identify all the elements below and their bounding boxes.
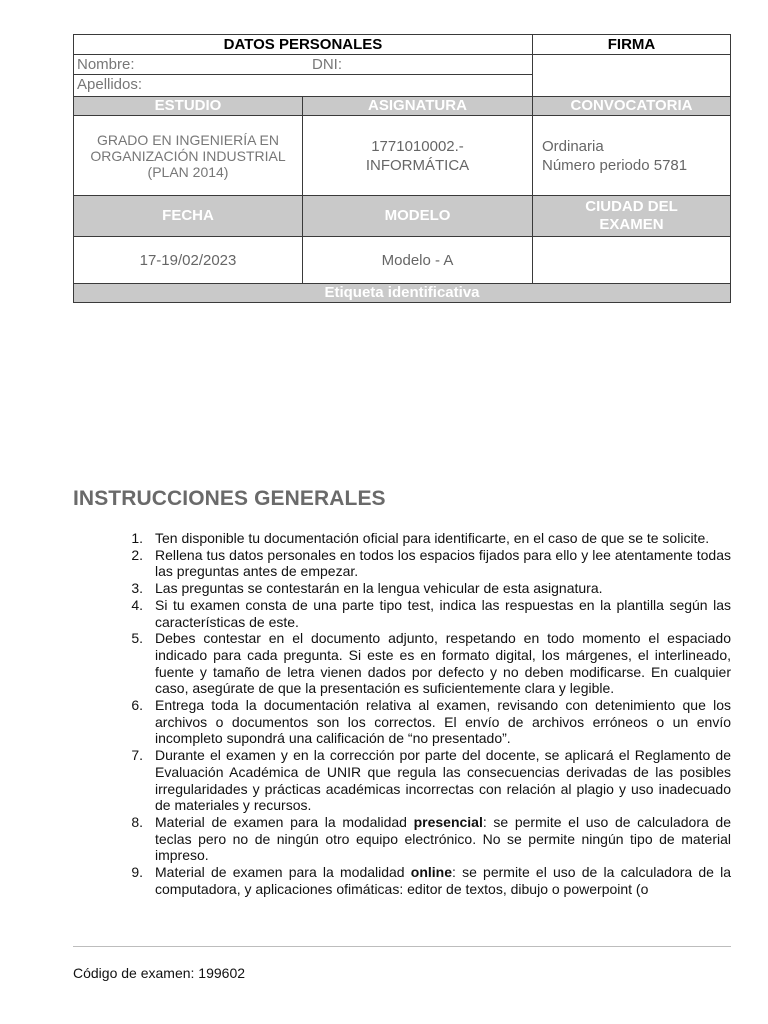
exam-code: Código de examen: 199602: [73, 965, 246, 981]
convocatoria-period: Número periodo 5781: [542, 156, 688, 174]
nombre-line[interactable]: [74, 55, 532, 75]
dni-label: DNI:: [312, 56, 342, 73]
item-text: [143, 814, 731, 864]
firma-heading: FIRMA: [532, 34, 731, 55]
footer-separator: [73, 946, 731, 947]
item-text: Si tu examen consta de una parte tipo test, indica las respuestas en la plantilla según las características de este.: [155, 596, 731, 630]
personal-data-cell: [73, 54, 533, 97]
item-number: 2.: [131, 546, 143, 563]
item-number: 3.: [131, 580, 143, 597]
asignatura-name: INFORMÁTICA: [365, 156, 470, 174]
instructions-list: [73, 530, 731, 897]
asignatura-value: [302, 115, 533, 196]
list-item: [73, 864, 731, 897]
item-number: 5.: [131, 630, 143, 647]
item-text: Ten disponible tu documentación oficial para identificarte, en el caso de que se te solicite.: [155, 530, 710, 546]
list-item: [73, 697, 731, 747]
exam-values-row: [73, 237, 731, 284]
list-item: [73, 814, 731, 864]
item-number: 1.: [131, 530, 143, 546]
modelo-heading: MODELO: [302, 195, 533, 237]
datos-personales-heading: DATOS PERSONALES: [73, 34, 533, 55]
exam-header-table: [73, 34, 731, 303]
item-text-post: : se permite el uso de calculadora de teclas pero no de ningún otro equipo electrónico. No se permite ningún tipo de material impreso.: [155, 813, 731, 864]
estudio-heading: ESTUDIO: [73, 96, 303, 116]
item-text-pre: Material de examen para la modalidad: [155, 813, 414, 830]
study-values-row: [73, 116, 731, 196]
asignatura-heading: ASIGNATURA: [302, 96, 533, 116]
item-number: 4.: [131, 596, 143, 613]
etiqueta-row: [73, 284, 731, 303]
item-text-bold: online: [410, 864, 453, 881]
estudio-line-1: GRADO EN INGENIERÍA EN: [96, 131, 280, 148]
list-item: [73, 597, 731, 630]
item-text: [143, 864, 731, 897]
personal-data-row: [73, 55, 731, 97]
item-text: Debes contestar en el documento adjunto, respetando en todo momento el espaciado indicado para cada pregunta. Si este es en formato digital, los márgenes, el interlineado, fuente y tamaño de letra vienen dados por defecto y no deben modificarse. En cualquier caso, asegúrate de que la presentación es suficientemente clara y legible.: [155, 630, 731, 697]
convocatoria-type: Ordinaria: [542, 137, 604, 155]
ciudad-value[interactable]: [532, 236, 731, 284]
fecha-value: 17-19/02/2023: [73, 236, 303, 284]
apellidos-line[interactable]: [74, 75, 532, 95]
item-number: 9.: [131, 864, 143, 881]
list-item: [73, 630, 731, 697]
list-item: [73, 580, 731, 597]
exam-headings-row: [73, 196, 731, 237]
list-item: [73, 530, 731, 547]
item-text-pre: Material de examen para la modalidad: [155, 864, 411, 881]
apellidos-label: Apellidos:: [77, 76, 143, 93]
list-item: [73, 747, 731, 814]
modelo-value: Modelo - A: [302, 236, 533, 284]
ciudad-heading: [532, 195, 731, 237]
study-headings-row: [73, 97, 731, 116]
ciudad-heading-line-1: CIUDAD DEL: [585, 198, 678, 215]
estudio-line-3: (PLAN 2014): [147, 163, 229, 180]
item-number: 8.: [131, 813, 143, 830]
header-row-titles: [73, 34, 731, 55]
instructions-title: INSTRUCCIONES GENERALES: [73, 487, 386, 510]
convocatoria-value: [532, 115, 731, 196]
item-number: 6.: [131, 697, 143, 714]
item-text: Rellena tus datos personales en todos los espacios fijados para ello y lee atentamente todas las preguntas antes de empezar.: [155, 546, 731, 580]
firma-box[interactable]: [532, 54, 731, 97]
ciudad-heading-line-2: EXAMEN: [599, 216, 664, 233]
list-item: [73, 547, 731, 580]
estudio-value: [73, 115, 303, 196]
estudio-line-2: ORGANIZACIÓN INDUSTRIAL: [90, 147, 286, 164]
convocatoria-heading: CONVOCATORIA: [532, 96, 731, 116]
etiqueta-identificativa-bar: Etiqueta identificativa: [73, 283, 731, 303]
asignatura-code: 1771010002.-: [371, 137, 464, 155]
item-text: Durante el examen y en la corrección por parte del docente, se aplicará el Reglamento de Evaluación Académica de UNIR que regula las consecuencias derivadas de las posibles irregularidades y prácticas académicas incorrectas con relación al plagio y uso inadecuado de materiales y recursos.: [155, 747, 731, 814]
item-text-bold: presencial: [413, 813, 483, 830]
item-text: Las preguntas se contestarán en la lengua vehicular de esta asignatura.: [155, 580, 603, 597]
item-text: Entrega toda la documentación relativa al examen, revisando con detenimiento que los archivos o documentos son los correctos. El envío de archivos erróneos o un envío incompleto supondrá una calificación de “no presentado”.: [155, 697, 731, 747]
fecha-heading: FECHA: [73, 195, 303, 237]
nombre-label: Nombre:: [77, 56, 135, 73]
item-number: 7.: [131, 747, 143, 764]
item-text-post: : se permite el uso de la calculadora de la computadora, y aplicaciones ofimáticas: editor de textos, dibujo o powerpoint (o: [155, 864, 732, 897]
